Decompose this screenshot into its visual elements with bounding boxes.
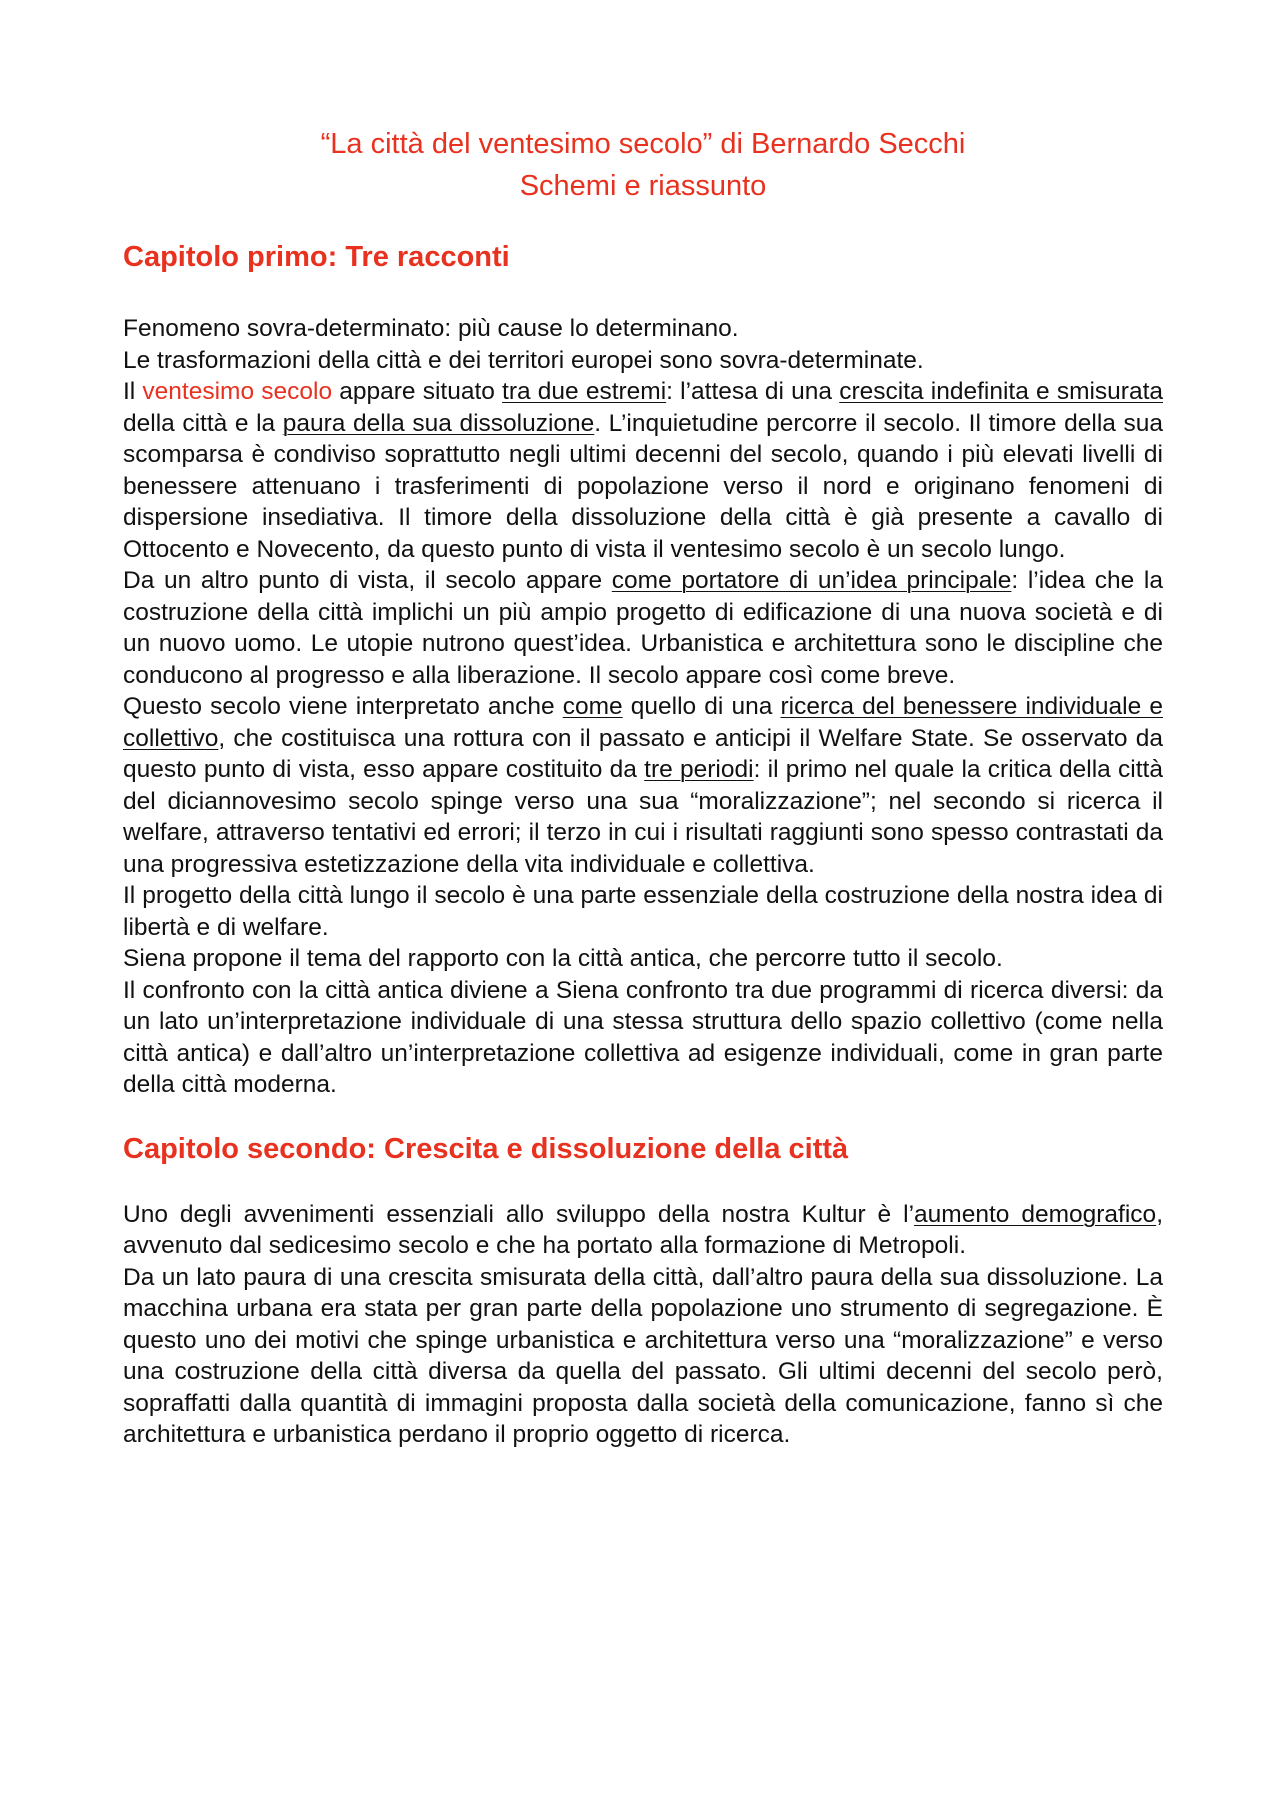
underlined-phrase: crescita indefinita e smisurata [839, 378, 1164, 405]
document-title: “La città del ventesimo secolo” di Bernardo Secchi [320, 128, 966, 160]
text-run: quello di una [622, 693, 781, 720]
chapter-1-paragraph-5 [123, 691, 1163, 880]
underlined-phrase: aumento demografico [914, 1200, 1157, 1228]
underlined-phrase: tra due estremi [502, 378, 667, 405]
chapter-1-paragraph-7: Siena propone il tema del rapporto con la città antica, che percorre tutto il secolo. [123, 945, 1003, 972]
document-subtitle: Schemi e riassunto [519, 170, 767, 202]
text-run: . L’inquietudine percorre il secolo. Il timore della sua scomparsa è condiviso soprattutto negli ultimi decenni del secolo, quando i più elevati livelli di benessere attenuano i trasferimenti di popolazione verso il nord e originano fenomeni di dispersione insediativa. Il timore della dissoluzione della città è già presente a cavallo di Ottocento e Novecento, da questo punto di vista il ventesimo secolo è un secolo lungo. [123, 409, 1163, 563]
text-run: , avvenuto dal sedicesimo secolo e che ha portato alla formazione di Metropoli. [123, 1200, 1163, 1259]
text-run: Da un altro punto di vista, il secolo appare [123, 567, 612, 594]
chapter-1-paragraph-1: Fenomeno sovra-determinato: più cause lo determinano. [123, 315, 739, 342]
text-run: Il [123, 378, 143, 405]
text-run: : l’idea che la costruzione della città implichi un più ampio progetto di edificazione di una nuova società e di un nuovo uomo. Le utopie nutrono quest’idea. Urbanistica e architettura sono le discipline che conducono al progresso e alla liberazione. Il secolo appare così come breve. [123, 567, 1163, 689]
text-run: Questo secolo viene interpretato anche [123, 693, 563, 720]
underlined-phrase: paura della sua dissoluzione [282, 409, 595, 437]
chapter-1-paragraph-3 [123, 376, 1163, 565]
text-run: : l’attesa di una [666, 378, 840, 405]
text-run: Uno degli avvenimenti essenziali allo sviluppo della nostra Kultur è l’ [123, 1200, 915, 1228]
text-run: della città e la [123, 409, 283, 437]
underlined-phrase: come portatore di un’idea principale [611, 567, 1012, 594]
chapter-1-body [123, 313, 1163, 1101]
underlined-phrase: come [562, 693, 623, 720]
chapter-1-heading: Capitolo primo: Tre racconti [123, 241, 510, 273]
text-run: appare situato [332, 378, 503, 405]
chapter-1-paragraph-4 [123, 565, 1163, 691]
chapter-2-body [123, 1199, 1163, 1451]
text-run: , che costituisca una rottura con il passato e anticipi il Welfare State. Se osservato da questo punto di vista, esso appare costituito da [123, 724, 1163, 783]
underlined-phrase: tre periodi [644, 756, 754, 783]
document-content [123, 123, 1163, 1451]
chapter-1-paragraph-6: Il progetto della città lungo il secolo è una parte essenziale della costruzione della nostra idea di libertà e di welfare. [123, 882, 1163, 941]
text-run: : il primo nel quale la critica della città del diciannovesimo secolo spinge verso una sua “moralizzazione”; nel secondo si ricerca il welfare, attraverso tentativi ed errori; il terzo in cui i risultati raggiunti sono spesso contrastati da una progressiva estetizzazione della vita individuale e collettiva. [123, 756, 1163, 878]
highlighted-term: ventesimo secolo [142, 378, 333, 405]
chapter-2-heading: Capitolo secondo: Crescita e dissoluzione della città [123, 1132, 849, 1165]
chapter-2-paragraph-2: Da un lato paura di una crescita smisurata della città, dall’altro paura della sua dissoluzione. La macchina urbana era stata per gran parte della popolazione uno strumento di segregazione. È questo uno dei motivi che spinge urbanistica e architettura verso una “moralizzazione” e verso una costruzione della città diversa da quella del passato. Gli ultimi decenni del secolo però, sopraffatti dalla quantità di immagini proposta dalla società della comunicazione, fanno sì che architettura e urbanistica perdano il proprio oggetto di ricerca. [123, 1263, 1163, 1448]
underlined-phrase: ricerca del benessere individuale e collettivo [123, 693, 1163, 752]
chapter-1-paragraph-8: Il confronto con la città antica diviene a Siena confronto tra due programmi di ricerca diversi: da un lato un’interpretazione individuale di una stessa struttura dello spazio collettivo (come nella città antica) e dall’altro un’interpretazione collettiva ad esigenze individuali, come in gran parte della città moderna. [123, 976, 1163, 1098]
chapter-2-paragraph-1 [123, 1199, 1163, 1262]
chapter-1-paragraph-2: Le trasformazioni della città e dei territori europei sono sovra-determinate. [123, 346, 924, 374]
